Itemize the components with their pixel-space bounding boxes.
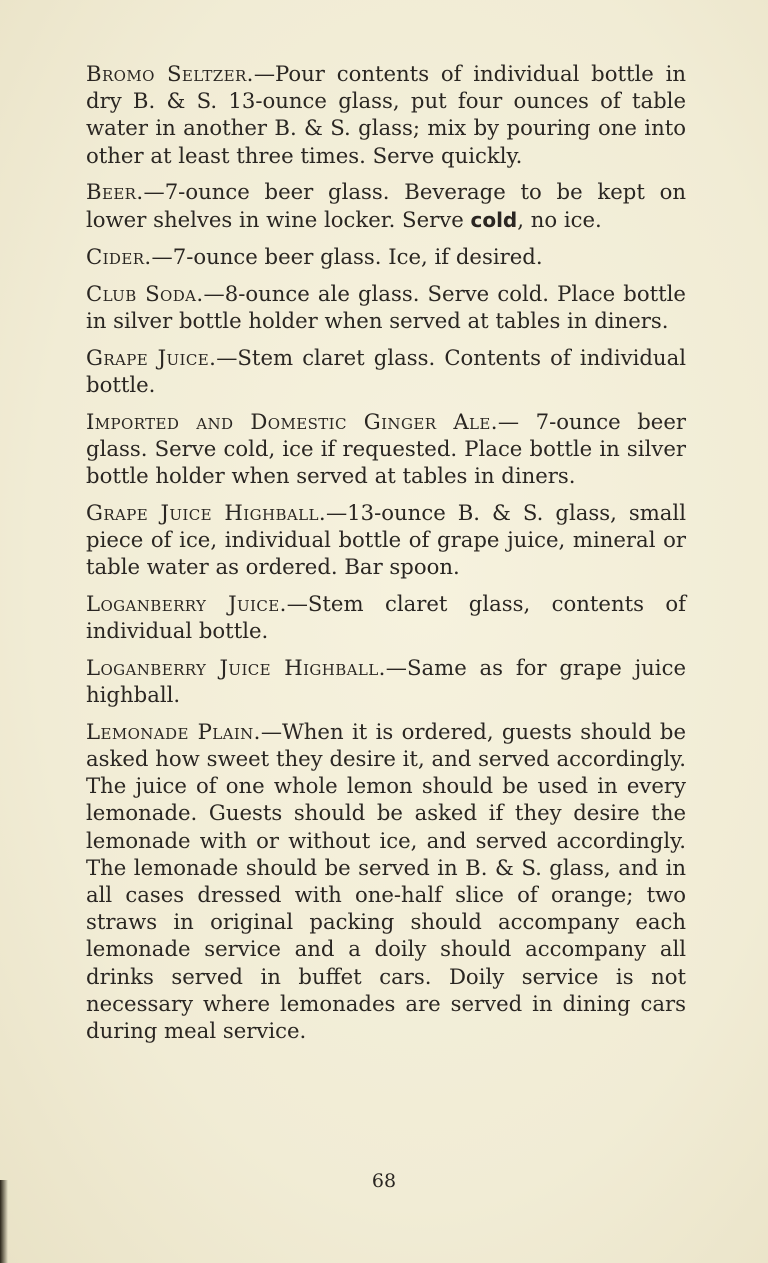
entry-text: —7-ounce beer glass. Ice, if desired. (151, 244, 543, 270)
entry-text-after: , no ice. (517, 206, 602, 232)
entry-lemonade-plain (86, 718, 686, 1044)
entry-emphasis: cold (470, 207, 518, 232)
entry-term: Loganberry Juice Highball. (86, 654, 386, 680)
entry-beer (86, 178, 686, 233)
entry-term: Bromo Seltzer. (86, 61, 254, 86)
entry-grape-juice (86, 344, 686, 398)
entry-term: Lemonade Plain. (86, 718, 261, 744)
entry-text: —Same as for grape juice highball. (86, 654, 686, 708)
entry-text: —13-ounce B. & S. glass, small piece of ice, individual bottle of grape juice, mineral or table water as ordered. Bar spoon. (86, 499, 686, 580)
entry-text: — 7-ounce beer glass. Serve cold, ice if requested. Place bottle in silver bottle holder when served at tables in diners. (86, 408, 686, 489)
entry-term: Cider. (86, 244, 152, 270)
entry-text: —7-ounce beer glass. Beverage to be kept on lower shelves in wine locker. Serve (86, 179, 686, 232)
entry-term: Grape Juice Highball. (86, 499, 326, 525)
entry-term: Grape Juice. (86, 344, 217, 370)
page-number: 68 (371, 1170, 397, 1192)
entry-loganberry-juice (86, 590, 686, 644)
entry-term: Loganberry Juice. (86, 590, 287, 616)
page-body (86, 60, 686, 1054)
entry-loganberry-juice-highball (86, 654, 686, 708)
entry-club-soda (86, 280, 686, 334)
entry-text: —Stem claret glass. Contents of individual bottle. (86, 344, 686, 398)
entry-term: Beer. (86, 179, 144, 205)
entry-term: Imported and Domestic Ginger Ale. (86, 408, 498, 434)
entry-bromo-seltzer (86, 60, 686, 169)
entry-grape-juice-highball (86, 499, 686, 581)
entry-ginger-ale (86, 408, 686, 490)
entry-text: —Stem claret glass, contents of individual bottle. (86, 590, 686, 644)
entry-text: —When it is ordered, guests should be asked how sweet they desire it, and served accordingly. The juice of one whole lemon should be used in every lemonade. Guests should be asked if they desire the lemonade with or without ice, and served accordingly. The lemonade should be served in B. & S. glass, and in all cases dressed with one-half slice of orange; two straws in original packing should accompany each lemonade service and a doily should accompany all drinks served in buffet cars. Doily service is not necessary where lemonades are served in dining cars during meal service. (86, 718, 686, 1043)
entry-cider (86, 243, 686, 270)
page-edge-shadow (0, 1180, 8, 1263)
entry-term: Club Soda. (86, 280, 204, 306)
entry-text: —8-ounce ale glass. Serve cold. Place bottle in silver bottle holder when served at tables in diners. (86, 280, 686, 334)
entry-text: —Pour contents of individual bottle in dry B. & S. 13-ounce glass, put four ounces of table water in another B. & S. glass; mix by pouring one into other at least three times. Serve quickly. (86, 61, 686, 168)
